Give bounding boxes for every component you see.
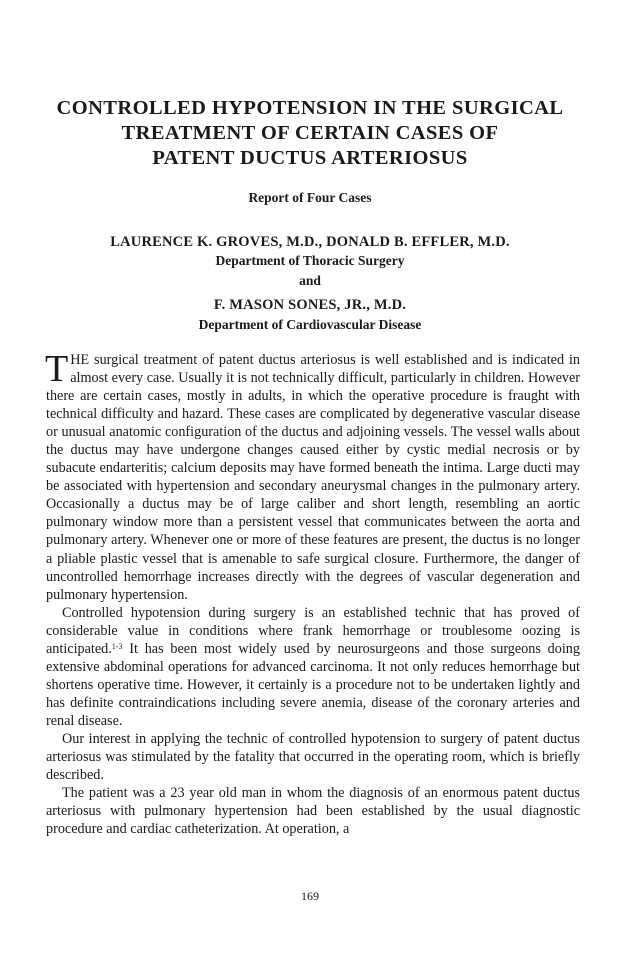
article-subtitle: Report of Four Cases <box>248 190 372 205</box>
reference-superscript: 1-3 <box>111 641 123 651</box>
department-line-2: Department of Cardiovascular Disease <box>198 317 422 332</box>
and-separator: and <box>299 273 321 288</box>
paragraph-1 <box>45 348 580 604</box>
paragraph-1-text: HE surgical treatment of patent ductus arteriosus is well established and is indicated in almost every case. Usually it is not technically difficult, particularly in children. However there are certain cases, mostly in adults, in which the operative procedure is fraught with technical difficulty and hazard. These cases are complicated by degenerative vascular disease or unusual anatomic configuration of the ductus and adjoining vessels. The vessel walls about the ductus may have undergone changes caused either by cystic medial necrosis or by subacute endarteritis; calcium deposits may have formed beneath the intima. Large ducti may be associated with hypertension and secondary aneurysmal changes in the pulmonary artery. Occasionally a ductus may be of large caliber and short length, resembling an aortic pulmonary window more than a persistent vessel that communicates between the aorta and pulmonary artery. Whenever one or more of these features are present, the ductus is no longer a pliable plastic vessel that is amenable to safe surgical closure. Furthermore, the danger of uncontrolled hemorrhage increases directly with the degrees of vascular degeneration and pulmonary hypertension. <box>46 352 580 603</box>
article-body <box>45 348 580 838</box>
drop-cap: T <box>45 348 69 390</box>
title-line-3: PATENT DUCTUS ARTERIOSUS <box>152 147 468 169</box>
article-title <box>40 96 580 171</box>
page-number: 169 <box>301 889 319 903</box>
paragraph-2-text-b: It has been most widely used by neurosurgeons and those surgeons doing extensive abdominal operations for advanced carcinoma. It not only reduces hemorrhage but shortens operative time. However, it certainly is a procedure not to be undertaken lightly and has definite contraindications including severe anemia, disease of the coronary arteries and renal disease. <box>46 640 580 729</box>
paragraph-3: Our interest in applying the technic of controlled hypotension to surgery of patent ductus arteriosus was stimulated by the fatality that occurred in the operating room, which is briefly described. <box>46 730 580 784</box>
paragraph-2 <box>46 604 580 730</box>
author-line-2: F. MASON SONES, JR., M.D. <box>213 297 407 313</box>
paragraph-2-text-a: Controlled hypotension during surgery is an established technic that has proved of considerable value in conditions where frank hemorrhage or troublesome oozing is anticipated. <box>46 604 580 657</box>
title-line-1: CONTROLLED HYPOTENSION IN THE SURGICAL <box>56 97 564 119</box>
title-line-2: TREATMENT OF CERTAIN CASES OF <box>121 122 499 144</box>
department-line-1: Department of Thoracic Surgery <box>215 253 405 268</box>
paragraph-4: The patient was a 23 year old man in whom the diagnosis of an enormous patent ductus arteriosus with pulmonary hypertension had been established by the usual diagnostic procedure and cardiac catheterization. At operation, a <box>46 785 580 838</box>
author-line-1: LAURENCE K. GROVES, M.D., DONALD B. EFFLER, M.D. <box>110 234 510 250</box>
